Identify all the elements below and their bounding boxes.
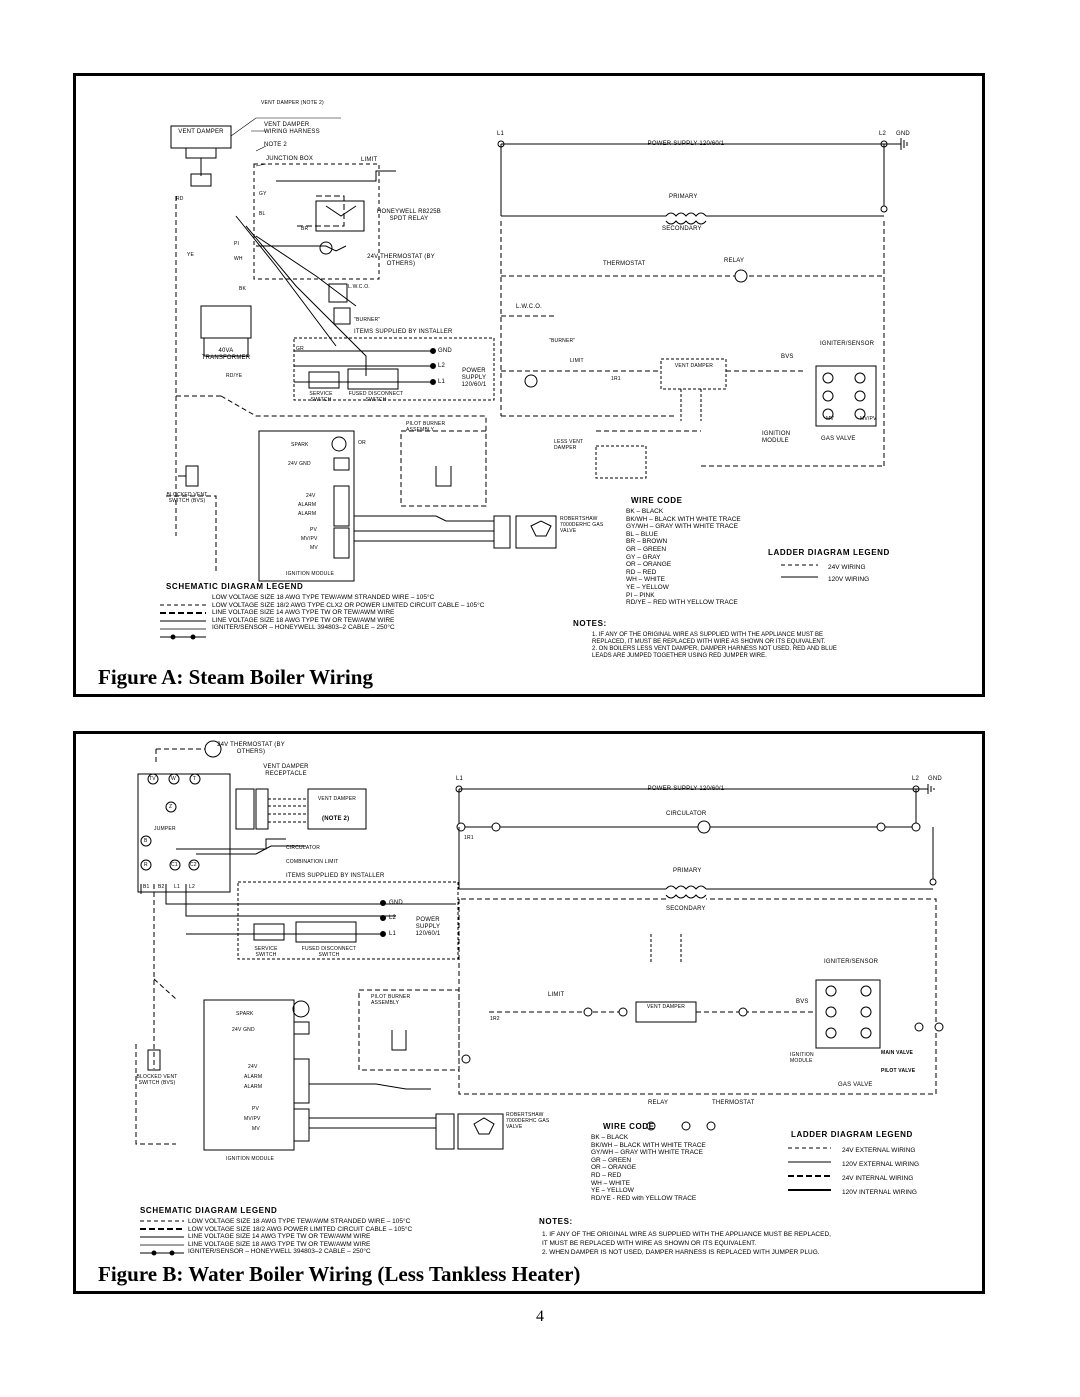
gnd24-label: 24V GND: [288, 461, 311, 467]
wire-label-gr: GR: [296, 346, 304, 352]
wire-label-ye: YE: [187, 252, 195, 258]
b-terminal-tv: TV: [149, 776, 156, 782]
b-thermostat-label: 24V THERMOSTAT (BY OTHERS): [217, 742, 285, 755]
ladder-legend-title: LADDER DIAGRAM LEGEND: [768, 548, 890, 557]
wire-label-bl: BL: [259, 211, 266, 217]
control-box: [138, 774, 230, 892]
b-ladder-vent-damper-label: VENT DAMPER: [646, 1004, 686, 1010]
b-vent-receptacle-label: VENT DAMPER RECEPTACLE: [263, 764, 309, 777]
b-terminal-l2: L2: [189, 884, 195, 890]
b-pv-label: PV: [252, 1106, 260, 1112]
wire-label-pi: PI: [234, 241, 240, 247]
b-ladder-1r2-label: 1R2: [490, 1016, 500, 1022]
wire-code-row: BK/WH – BLACK WITH WHITE TRACE: [626, 515, 741, 523]
fused-disconnect-label: FUSED DISCONNECT SWITCH: [348, 391, 404, 403]
b-ladder-relay-label: RELAY: [648, 1100, 669, 1106]
b-schematic-legend-rows: [188, 1218, 412, 1256]
ladder-legend-row: 24V INTERNAL WIRING: [842, 1175, 914, 1182]
ladder-ignition-module-label: IGNITION MODULE: [762, 431, 791, 444]
ladder-l2-label: L2: [879, 131, 887, 137]
robertshaw-label: ROBERTSHAW 7000DERHC GAS VALVE: [560, 516, 604, 534]
vent-damper-label: VENT DAMPER: [178, 129, 224, 135]
wire-code-row: GR – GREEN: [626, 545, 667, 553]
ladder-legend-row: 24V EXTERNAL WIRING: [842, 1147, 916, 1154]
b-terminal-l1: L1: [174, 884, 180, 890]
b-mvpv-label: MV/PV: [244, 1116, 261, 1122]
service-switch-label: SERVICE SWITCH: [309, 391, 333, 403]
transformer-body: [201, 306, 251, 338]
gnd-label: GND: [438, 348, 452, 354]
b-combination-limit-label: COMBINATION LIMIT: [286, 859, 339, 865]
b-ladder-power-supply-label: POWER SUPPLY 120/60/1: [647, 786, 725, 792]
b-alarm-label-2: ALARM: [244, 1084, 263, 1090]
pv-label: PV: [310, 527, 318, 533]
wire-label-or: OR: [358, 440, 366, 446]
b-ladder-ignition-module-label: IGNITION MODULE: [790, 1052, 814, 1064]
l2-label: L2: [438, 363, 446, 369]
wire-label-rd: RD: [176, 196, 184, 202]
transformer-label: 40VA TRANSFORMER: [201, 348, 251, 361]
b-spark-label: SPARK: [236, 1011, 254, 1017]
b-ladder-legend-rows: [842, 1144, 919, 1200]
b-ladder-1r1-label: 1R1: [464, 835, 474, 841]
b-terminal-b2: B2: [158, 884, 165, 890]
b-ladder-igniter-label: IGNITER/SENSOR: [824, 959, 879, 965]
b-note2-label: (NOTE 2): [322, 816, 350, 822]
b-ladder-main-valve-label: MAIN VALVE: [881, 1050, 914, 1056]
vent-damper-note-label: VENT DAMPER (NOTE 2): [261, 100, 324, 106]
b-notes-title: NOTES:: [539, 1217, 573, 1226]
b-gnd-label: GND: [389, 900, 403, 906]
wire-code-row: BK/WH – BLACK WITH WHITE TRACE: [591, 1141, 706, 1149]
ladder-limit-label: LIMIT: [570, 358, 584, 364]
ladder-gas-valve-label: GAS VALVE: [821, 436, 856, 442]
figure-a-caption: Figure A: Steam Boiler Wiring: [98, 665, 373, 689]
b-ladder-l2-label: L2: [912, 776, 920, 782]
ladder-mv-label: MV: [826, 416, 834, 422]
page-number: 4: [536, 1308, 544, 1325]
b-terminal-t: T: [193, 776, 197, 782]
legend-row: LOW VOLTAGE SIZE 18/2 AWG TYPE CLX2 OR POWER LIMITED CIRCUIT CABLE – 105°C: [212, 601, 485, 609]
alarm-label-1: ALARM: [298, 502, 317, 508]
figure-b-caption: Figure B: Water Boiler Wiring (Less Tankless Heater): [98, 1262, 581, 1286]
wire-code-row: YE – YELLOW: [626, 583, 669, 591]
b-robertshaw-label: ROBERTSHAW 7000DERHC GAS VALVE: [506, 1112, 550, 1130]
ladder-gnd-label: GND: [896, 131, 910, 137]
pilot-burner-box: [401, 431, 486, 506]
schematic-legend-rows: [212, 594, 484, 632]
legend-row: IGNITER/SENSOR – HONEYWELL 394803–2 CABLE – 250°C: [188, 1248, 371, 1256]
b-gnd24-label: 24V GND: [232, 1027, 255, 1033]
b-wire-code-rows: [591, 1134, 706, 1202]
wire-code-title: WIRE CODE: [631, 496, 683, 505]
power-supply-label: POWER SUPPLY 120/60/1: [461, 368, 487, 388]
b-wire-code-title: WIRE CODE: [603, 1122, 655, 1131]
ladder-bvs-label: BVS: [781, 354, 794, 360]
b-ladder-secondary-label: SECONDARY: [666, 906, 706, 912]
note-line: 2. WHEN DAMPER IS NOT USED, DAMPER HARNESS IS REPLACED WITH JUMPER PLUG.: [542, 1249, 820, 1256]
b-terminal-b: B: [144, 838, 148, 844]
notes-list: [592, 632, 837, 660]
wire-code-row: GY/WH – GRAY WITH WHITE TRACE: [591, 1149, 703, 1157]
mv-label: MV: [310, 545, 318, 551]
ladder-less-vent-label: LESS VENT DAMPER: [554, 439, 584, 451]
wire-code-row: RD – RED: [591, 1171, 622, 1179]
b-fused-disconnect-label: FUSED DISCONNECT SWITCH: [301, 946, 357, 958]
b-terminal-c1: C1: [171, 862, 178, 868]
b-ladder-l1-label: L1: [456, 776, 464, 782]
wire-code-row: BK – BLACK: [626, 508, 664, 515]
wire-label-gy: GY: [259, 191, 267, 197]
figure-b-panel: [73, 731, 985, 1294]
mvpv-label: MV/PV: [301, 536, 318, 542]
note-line: 1. IF ANY OF THE ORIGINAL WIRE AS SUPPLIED WITH THE APPLIANCE MUST BE REPLACED,: [542, 1231, 831, 1238]
ladder-l1-label: L1: [497, 131, 505, 137]
wire-label-br: BR: [301, 226, 309, 232]
alarm-label-2: ALARM: [298, 511, 317, 517]
schematic-legend-title: SCHEMATIC DIAGRAM LEGEND: [166, 582, 304, 591]
b-bvs-label: BLOCKED VENT SWITCH (BVS): [136, 1074, 178, 1086]
wire-code-row: WH – WHITE: [626, 576, 665, 584]
ladder-vent-damper-label: VENT DAMPER: [674, 363, 714, 369]
ladder-legend-row: 120V WIRING: [828, 576, 870, 583]
ladder-burner-label: "BURNER": [549, 338, 576, 344]
wire-code-row: GR – GREEN: [591, 1156, 632, 1164]
b-terminal-w: W: [171, 776, 176, 782]
v24-label: 24V: [306, 493, 316, 499]
b-schematic-legend-title: SCHEMATIC DIAGRAM LEGEND: [140, 1206, 278, 1215]
wire-code-row: GY – GRAY: [626, 553, 661, 561]
b-mv-label: MV: [252, 1126, 260, 1132]
b-notes-list: [542, 1230, 831, 1257]
b-terminal-c2: C2: [190, 862, 197, 868]
b-vent-damper-label: VENT DAMPER: [317, 796, 357, 802]
figure-a-panel: [73, 73, 985, 697]
b-l2-label: L2: [389, 915, 397, 921]
ladder-igniter-label: IGNITER/SENSOR: [820, 341, 875, 347]
b-power-supply-label: POWER SUPPLY 120/60/1: [415, 917, 441, 937]
b-l1-label: L1: [389, 931, 397, 937]
less-vent-damper-box: [596, 446, 646, 478]
ladder-relay-label: RELAY: [724, 258, 745, 264]
bvs-label: BLOCKED VENT SWITCH (BVS): [166, 492, 208, 504]
notes-title: NOTES:: [573, 619, 607, 628]
ladder-legend-row: 120V EXTERNAL WIRING: [842, 1161, 920, 1168]
b-ladder-gas-valve-label: GAS VALVE: [838, 1082, 873, 1088]
b-alarm-label-1: ALARM: [244, 1074, 263, 1080]
ladder-legend-row: 24V WIRING: [828, 564, 866, 571]
pilot-burner-label: PILOT BURNER ASSEMBLY: [406, 421, 446, 433]
ladder-mvpv-label: MV/PV: [860, 416, 877, 422]
b-circulator-label: CIRCULATOR: [286, 845, 321, 851]
relay-label: HONEYWELL R8225B SPDT RELAY: [376, 209, 441, 222]
b-ladder-limit-label: LIMIT: [548, 992, 565, 998]
wire-code-row: BK – BLACK: [591, 1134, 629, 1141]
wire-code-row: PI – PINK: [626, 591, 655, 599]
ladder-power-supply-label: POWER SUPPLY 120/60/1: [647, 141, 725, 147]
note-line: REPLACED, IT MUST BE REPLACED WITH WIRE AS SHOWN OR ITS EQUIVALENT.: [592, 639, 826, 645]
b-ignition-module-label: IGNITION MODULE: [226, 1156, 275, 1162]
legend-row: LINE VOLTAGE SIZE 14 AWG TYPE TW OR TEW/AWM WIRE: [212, 609, 395, 617]
wire-code-row: WH – WHITE: [591, 1179, 630, 1187]
wire-code-row: GY/WH – GRAY WITH WHITE TRACE: [626, 523, 738, 531]
spark-label: SPARK: [291, 442, 309, 448]
ladder-lwco-label: L.W.C.O.: [516, 304, 542, 310]
legend-row: LINE VOLTAGE SIZE 18 AWG TYPE TW OR TEW/AWM WIRE: [212, 616, 395, 624]
wire-code-row: RD – RED: [626, 568, 657, 576]
note2-label: NOTE 2: [264, 142, 287, 148]
ladder-thermostat-label: THERMOSTAT: [603, 261, 646, 267]
note-line: 2. ON BOILERS LESS VENT DAMPER, DAMPER HARNESS NOT USED. RED AND BLUE: [592, 646, 837, 652]
legend-row: IGNITER/SENSOR – HONEYWELL 394803–2 CABLE – 250°C: [212, 624, 395, 632]
b-terminal-b1: B1: [143, 884, 150, 890]
l1-label: L1: [438, 379, 446, 385]
ladder-legend-rows: [828, 562, 869, 586]
lwco-label: L.W.C.O.: [348, 284, 370, 290]
wire-code-row: RD/YE – RED WITH YELLOW TRACE: [626, 599, 738, 607]
legend-row: LINE VOLTAGE SIZE 14 AWG TYPE TW OR TEW/AWM WIRE: [188, 1233, 371, 1241]
note-line: 1. IF ANY OF THE ORIGINAL WIRE AS SUPPLIED WITH THE APPLIANCE MUST BE: [592, 632, 824, 638]
wire-code-row: BL – BLUE: [626, 530, 658, 538]
installer-label: ITEMS SUPPLIED BY INSTALLER: [354, 329, 453, 335]
b-ladder-gnd-label: GND: [928, 776, 942, 782]
ladder-1r1-label: 1R1: [611, 376, 621, 382]
legend-row: LINE VOLTAGE SIZE 18 AWG TYPE TW OR TEW/AWM WIRE: [188, 1240, 371, 1248]
ladder-secondary-label: SECONDARY: [662, 226, 702, 232]
limit-label: LIMIT: [361, 157, 378, 163]
legend-row: LOW VOLTAGE SIZE 18/2 AWG POWER LIMITED CIRCUIT CABLE – 105°C: [188, 1225, 413, 1233]
b-ladder-primary-label: PRIMARY: [673, 868, 702, 874]
note-line: LEADS ARE JUMPED TOGETHER USING RED JUMPER WIRE.: [592, 653, 767, 659]
wire-code-row: RD/YE - RED with YELLOW TRACE: [591, 1194, 697, 1202]
ignition-module-label: IGNITION MODULE: [286, 571, 335, 577]
legend-row: LOW VOLTAGE SIZE 18 AWG TYPE TEW/AWM STRANDED WIRE – 105°C: [188, 1218, 411, 1225]
wire-label-wh: WH: [234, 256, 243, 262]
b-ladder-circulator-label: CIRCULATOR: [666, 811, 707, 817]
b-ladder-bvs-label: BVS: [796, 999, 809, 1005]
bvs-switch: [186, 466, 198, 486]
b-ladder-legend-title: LADDER DIAGRAM LEGEND: [791, 1130, 913, 1139]
wire-code-rows: [626, 508, 741, 607]
wire-code-row: OR – ORANGE: [626, 561, 672, 569]
b-jumper-label: JUMPER: [154, 826, 176, 832]
note-line: IT MUST BE REPLACED WITH WIRE AS SHOWN OR ITS EQUIVALENT.: [542, 1240, 757, 1247]
b-service-switch-label: SERVICE SWITCH: [254, 946, 278, 958]
b-ladder-pilot-valve-label: PILOT VALVE: [881, 1068, 916, 1074]
burner-label: "BURNER": [354, 317, 381, 323]
wire-code-row: BR – BROWN: [626, 538, 668, 546]
wire-code-row: YE – YELLOW: [591, 1187, 634, 1195]
b-terminal-r: R: [144, 862, 148, 868]
ladder-legend-row: 120V INTERNAL WIRING: [842, 1189, 917, 1196]
ladder-primary-label: PRIMARY: [669, 194, 698, 200]
relay-box: [316, 201, 364, 231]
junction-box-label: JUNCTION BOX: [266, 156, 314, 162]
b-installer-label: ITEMS SUPPLIED BY INSTALLER: [286, 873, 385, 879]
wire-label-bk: BK: [239, 286, 247, 292]
harness-label: VENT DAMPER WIRING HARNESS: [264, 122, 320, 135]
b-pilot-label: PILOT BURNER ASSEMBLY: [371, 994, 411, 1006]
schematic-thermostat-label: 24V THERMOSTAT (BY OTHERS): [367, 254, 435, 267]
legend-row: LOW VOLTAGE SIZE 18 AWG TYPE TEW/AWM STRANDED WIRE – 105°C: [212, 594, 435, 601]
wire-label-rdye: RD/YE: [226, 373, 243, 379]
b-terminal-z: Z: [169, 804, 173, 810]
b-v24-label: 24V: [248, 1064, 258, 1070]
wire-code-row: OR – ORANGE: [591, 1164, 637, 1172]
b-ladder-thermostat-label: THERMOSTAT: [712, 1100, 755, 1106]
